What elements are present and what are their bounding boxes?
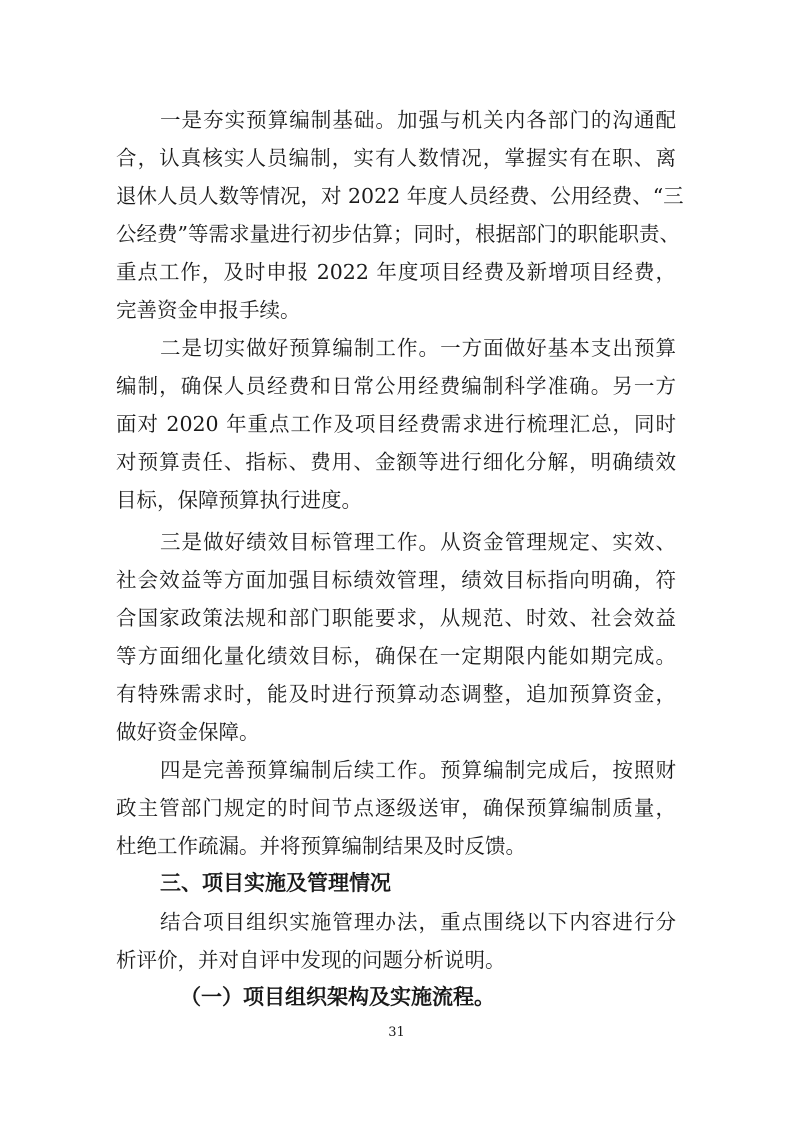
paragraph-3-line-5: 有特殊需求时，能及时进行预算动态调整，追加预算资金， — [116, 682, 676, 706]
intro-line-2: 析评价，并对自评中发现的问题分析说明。 — [116, 948, 506, 972]
paragraph-3-line-2: 社会效益等方面加强目标绩效管理，绩效目标指向明确，符 — [116, 568, 676, 592]
paragraph-4-line-1: 四是完善预算编制后续工作。预算编制完成后，按照财 — [160, 758, 676, 782]
paragraph-3-line-1: 三是做好绩效目标管理工作。从资金管理规定、实效、 — [160, 530, 676, 554]
paragraph-1-line-2: 合，认真核实人员编制，实有人数情况，掌握实有在职、离 — [116, 146, 676, 170]
subsection-heading: （一）项目组织架构及实施流程。 — [180, 984, 495, 1009]
paragraph-1-line-1: 一是夯实预算编制基础。加强与机关内各部门的沟通配 — [160, 108, 676, 132]
paragraph-2-line-3: 面对 2020 年重点工作及项目经费需求进行梳理汇总，同时 — [116, 412, 676, 436]
paragraph-3-line-3: 合国家政策法规和部门职能要求，从规范、时效、社会效益 — [116, 606, 676, 630]
paragraph-4-line-2: 政主管部门规定的时间节点逐级送审，确保预算编制质量， — [116, 796, 676, 820]
paragraph-2-line-5: 目标，保障预算执行进度。 — [116, 488, 362, 512]
paragraph-2-line-4: 对预算责任、指标、费用、金额等进行细化分解，明确绩效 — [116, 450, 676, 474]
paragraph-1-line-5: 重点工作，及时申报 2022 年度项目经费及新增项目经费， — [116, 260, 676, 284]
paragraph-2-line-1: 二是切实做好预算编制工作。一方面做好基本支出预算 — [160, 336, 676, 360]
paragraph-2-line-2: 编制，确保人员经费和日常公用经费编制科学准确。另一方 — [116, 374, 676, 398]
paragraph-3-line-6: 做好资金保障。 — [116, 720, 260, 744]
page-number: 31 — [388, 1025, 405, 1040]
paragraph-1-line-4: 公经费”等需求量进行初步估算；同时，根据部门的职能职责、 — [116, 222, 680, 246]
paragraph-3-line-4: 等方面细化量化绩效目标，确保在一定期限内能如期完成。 — [116, 644, 676, 668]
paragraph-1-line-6: 完善资金申报手续。 — [116, 298, 301, 322]
paragraph-1-line-3: 退休人员人数等情况，对 2022 年度人员经费、公用经费、“三 — [116, 184, 684, 208]
section-heading: 三、项目实施及管理情况 — [160, 871, 391, 895]
intro-line-1: 结合项目组织实施管理办法，重点围绕以下内容进行分 — [160, 910, 676, 934]
paragraph-4-line-3: 杜绝工作疏漏。并将预算编制结果及时反馈。 — [116, 834, 526, 858]
